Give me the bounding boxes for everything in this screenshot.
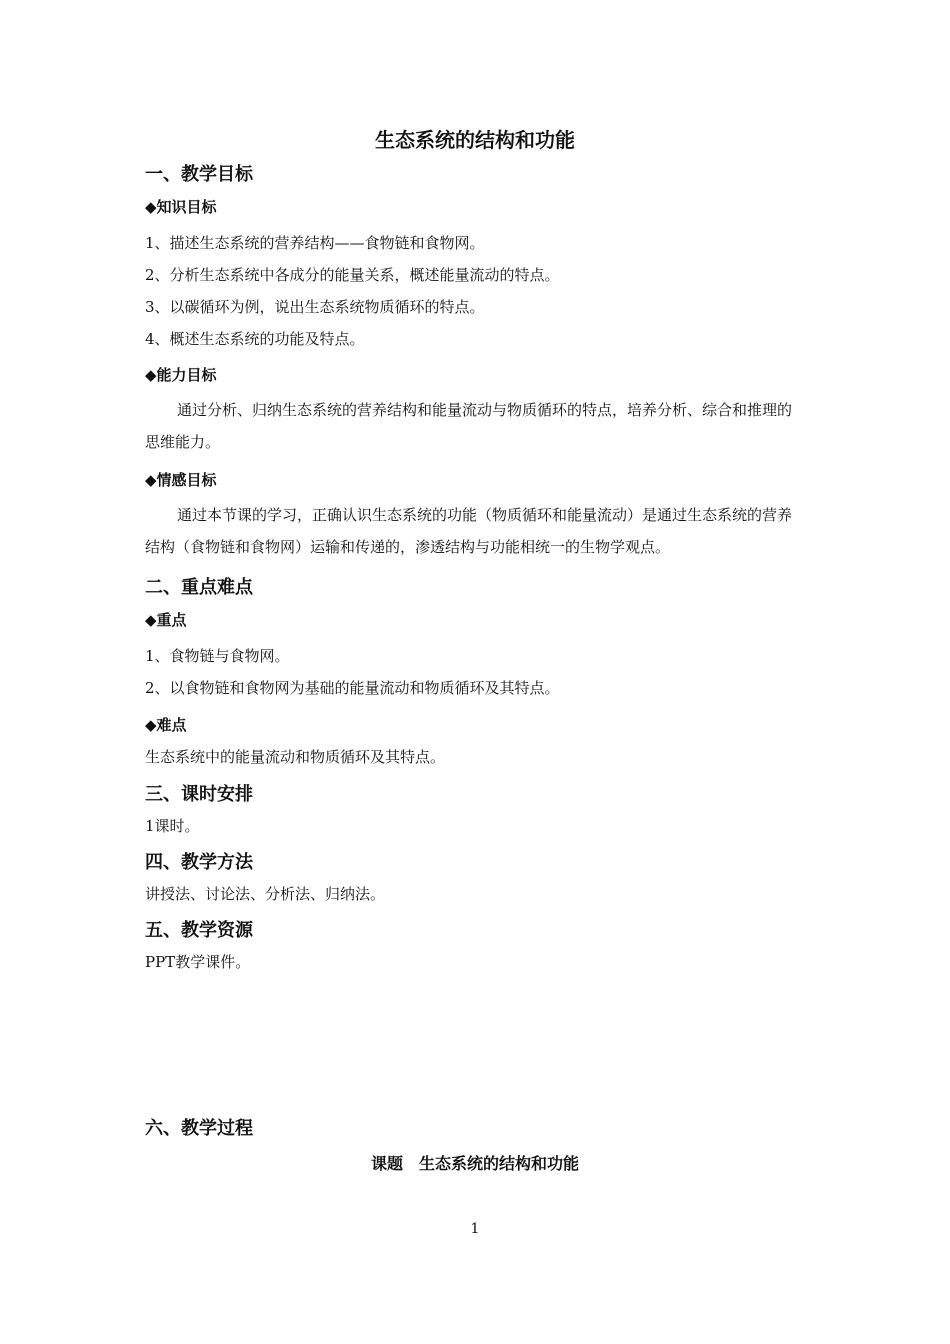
list-item: 3、以碳循环为例，说出生态系统物质循环的特点。 <box>145 298 485 316</box>
subheading-emotion: ◆情感目标 <box>145 471 217 489</box>
paragraph-schedule: 1课时。 <box>145 817 200 835</box>
paragraph-emotion-text: 通过本节课的学习，正确认识生态系统的功能（物质循环和能量流动）是通过生态系统的营养结构（食物链和食物网）运输和传递的，渗透结构与功能相统一的生物学观点。 <box>145 506 793 556</box>
section-heading-process: 六、教学过程 <box>145 1118 253 1139</box>
section-heading-key-points: 二、重点难点 <box>145 577 253 598</box>
paragraph-difficult: 生态系统中的能量流动和物质循环及其特点。 <box>145 748 446 766</box>
section-heading-objectives: 一、教学目标 <box>145 164 253 185</box>
section-heading-methods: 四、教学方法 <box>145 852 253 873</box>
list-item: 2、以食物链和食物网为基础的能量流动和物质循环及其特点。 <box>145 679 560 697</box>
paragraph-ability <box>145 394 805 458</box>
paragraph-ability-text: 通过分析、归纳生态系统的营养结构和能量流动与物质循环的特点，培养分析、综合和推理的思维能力。 <box>145 401 793 451</box>
list-item: 1、食物链与食物网。 <box>145 647 290 665</box>
list-item: 1、描述生态系统的营养结构——食物链和食物网。 <box>145 234 485 252</box>
subheading-knowledge: ◆知识目标 <box>145 198 217 216</box>
section-heading-schedule: 三、课时安排 <box>145 784 253 805</box>
paragraph-methods: 讲授法、讨论法、分析法、归纳法。 <box>145 885 386 903</box>
paragraph-resources: PPT教学课件。 <box>145 953 251 971</box>
subheading-difficult: ◆难点 <box>145 716 187 734</box>
subheading-ability: ◆能力目标 <box>145 366 217 384</box>
list-item: 2、分析生态系统中各成分的能量关系，概述能量流动的特点。 <box>145 266 560 284</box>
document-title: 生态系统的结构和功能 <box>375 128 575 152</box>
section-heading-resources: 五、教学资源 <box>145 920 253 941</box>
list-item: 4、概述生态系统的功能及特点。 <box>145 330 365 348</box>
paragraph-emotion <box>145 499 805 563</box>
lesson-subtitle: 课题 生态系统的结构和功能 <box>370 1154 579 1173</box>
page-number: 1 <box>470 1221 480 1237</box>
subheading-key: ◆重点 <box>145 611 187 629</box>
